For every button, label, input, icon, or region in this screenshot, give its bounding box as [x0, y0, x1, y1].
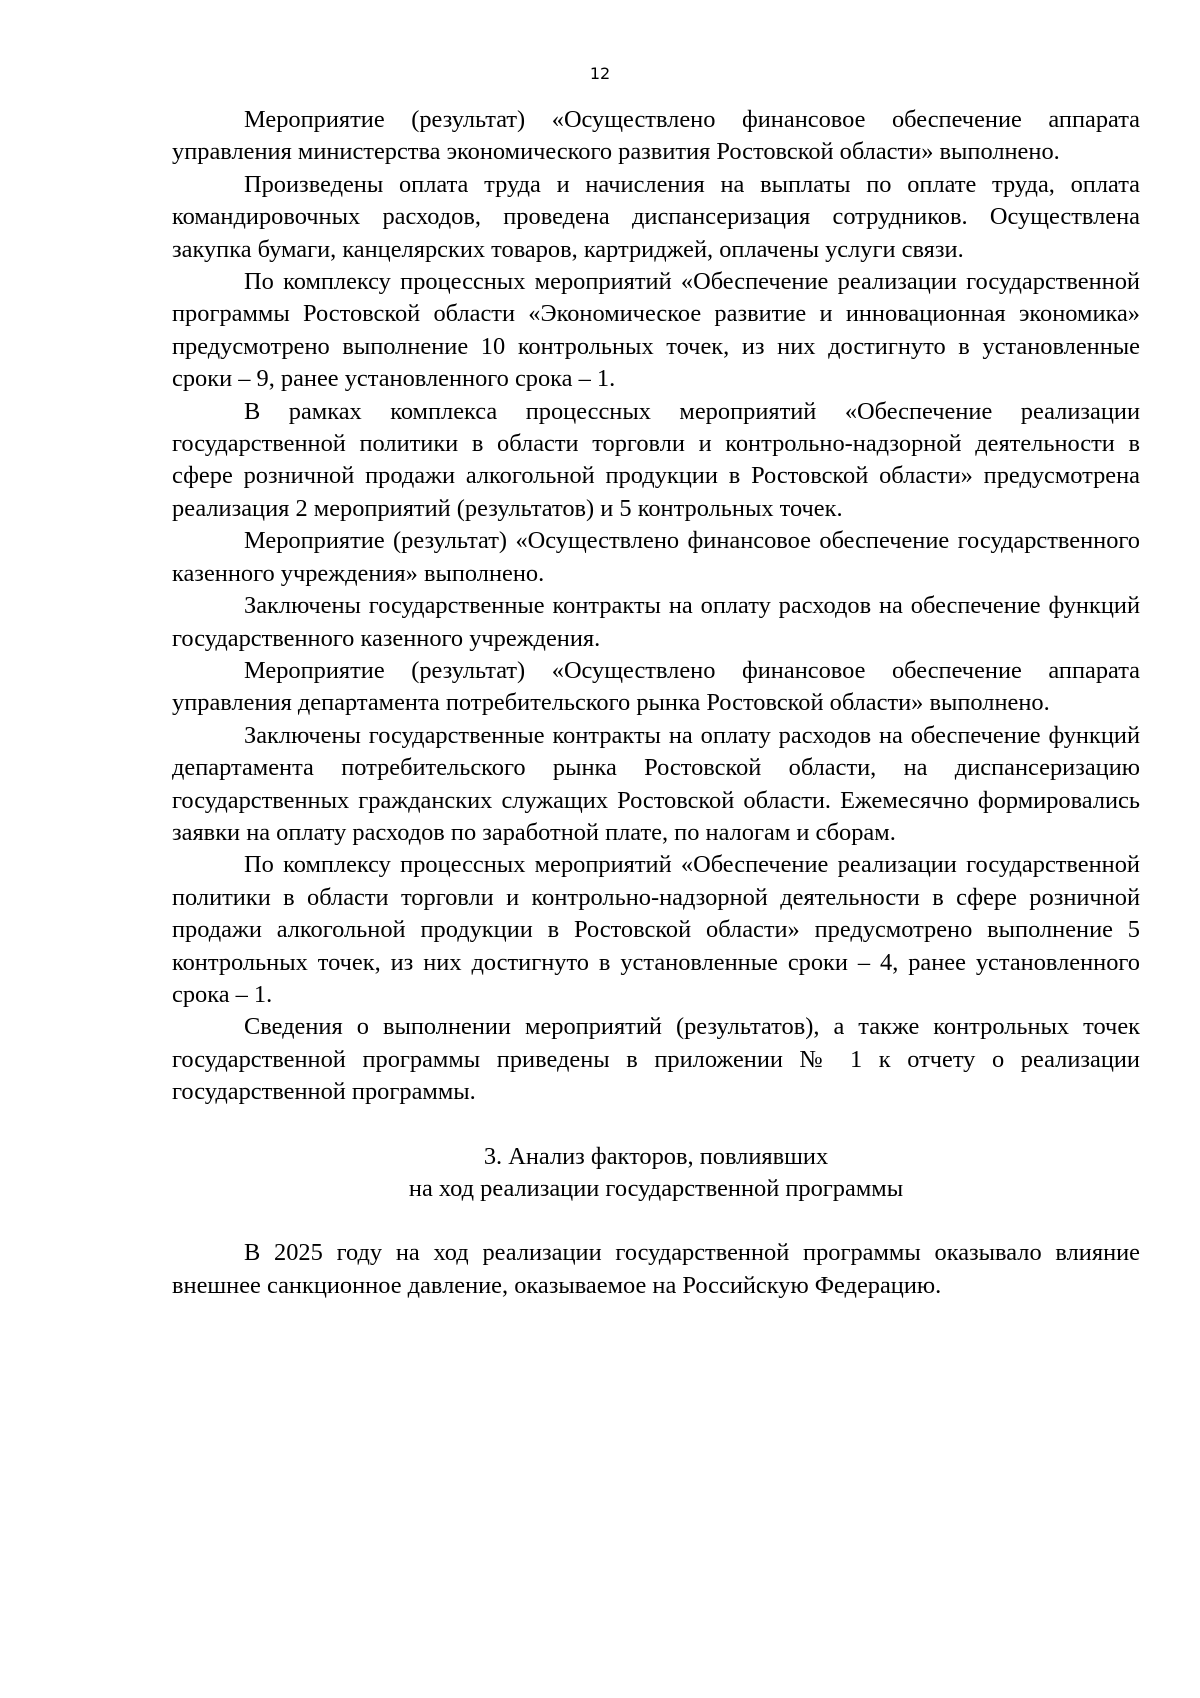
paragraph: Мероприятие (результат) «Осуществлено финансовое обеспечение аппарата управления министерства экономического развития Ростовской области» выполнено. [172, 106, 1140, 166]
paragraph: В рамках комплекса процессных мероприятий «Обеспечение реализации государственной политики в области торговли и контрольно-надзорной деятельности в сфере розничной продажи алкогольной продукции в Ростовской области» предусмотрена реализация 2 мероприятий (результатов) и 5 контрольных точек. [172, 397, 1140, 522]
paragraph: В 2025 году на ход реализации государственной программы оказывало влияние внешнее санкционное давление, оказываемое на Российскую Федерацию. [172, 1239, 1140, 1299]
paragraph: Мероприятие (результат) «Осуществлено финансовое обеспечение аппарата управления департамента потребительского рынка Ростовской области» выполнено. [172, 656, 1140, 717]
section-heading-line-1: 3. Анализ факторов, повлиявших [483, 1142, 829, 1170]
paragraph: По комплексу процессных мероприятий «Обеспечение реализации государственной программы Ростовской области «Экономическое развитие и инновационная экономика» предусмотрено выполнение 10 контрольных точек, из них достигнуто в установленные сроки – 9, ранее установленного срока – 1. [172, 268, 1140, 393]
paragraph: По комплексу процессных мероприятий «Обеспечение реализации государственной политики в области торговли и контрольно-надзорной деятельности в сфере розничной продажи алкогольной продукции в Ростовской области» предусмотрено выполнение 5 контрольных точек, из них достигнуто в установленные сроки – 4, ранее установленного срока – 1. [172, 851, 1140, 1008]
document-body [172, 104, 1140, 1302]
paragraph: Заключены государственные контракты на оплату расходов на обеспечение функций государственного казенного учреждения. [172, 592, 1140, 652]
page-number: 12 [589, 64, 611, 83]
paragraph: Произведены оплата труда и начисления на выплаты по оплате труда, оплата командировочных расходов, проведена диспансеризация сотрудников. Осуществлена закупка бумаги, канцелярских товаров, картриджей, оплачены услуги связи. [172, 170, 1140, 263]
paragraph: Мероприятие (результат) «Осуществлено финансовое обеспечение государственного казенного учреждения» выполнено. [172, 527, 1140, 587]
section-heading-line-2: на ход реализации государственной программы [408, 1175, 904, 1202]
paragraph: Сведения о выполнении мероприятий (результатов), а также контрольных точек государственной программы приведены в приложении № 1 к отчету о реализации государственной программы. [172, 1013, 1140, 1106]
paragraph: Заключены государственные контракты на оплату расходов на обеспечение функций департамента потребительского рынка Ростовской области, на диспансеризацию государственных гражданских служащих Ростовской области. Ежемесячно формировались заявки на оплату расходов по заработной плате, по налогам и сборам. [172, 721, 1140, 846]
section-heading [172, 1141, 1140, 1206]
